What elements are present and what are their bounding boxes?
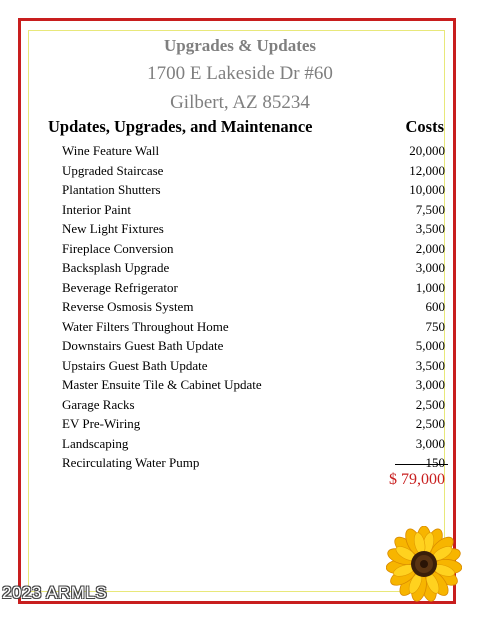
row-cost: 20,000 bbox=[409, 143, 445, 158]
table-row bbox=[62, 141, 445, 161]
table-row bbox=[62, 317, 445, 337]
table-row bbox=[62, 219, 445, 239]
row-item: Wine Feature Wall bbox=[62, 143, 160, 158]
row-item: Downstairs Guest Bath Update bbox=[62, 338, 224, 353]
row-item: New Light Fixtures bbox=[62, 221, 164, 236]
table-row bbox=[62, 200, 445, 220]
table-row bbox=[62, 239, 445, 259]
mls-watermark: 2023 ARMLS bbox=[2, 583, 108, 602]
row-item: EV Pre-Wiring bbox=[62, 416, 141, 431]
table-row bbox=[62, 434, 445, 454]
table-row bbox=[62, 278, 445, 298]
table-row bbox=[62, 161, 445, 181]
table-row bbox=[62, 180, 445, 200]
row-item: Interior Paint bbox=[62, 201, 131, 217]
table-row bbox=[62, 414, 445, 434]
row-cost: 600 bbox=[425, 299, 445, 314]
row-item: Plantation Shutters bbox=[62, 182, 161, 197]
row-cost: 10,000 bbox=[409, 182, 445, 197]
item-column-header: Updates, Upgrades, and Maintenance bbox=[48, 117, 313, 136]
row-item: Recirculating Water Pump bbox=[62, 455, 200, 470]
row-item: Backsplash Upgrade bbox=[62, 260, 170, 275]
cost-table bbox=[62, 141, 445, 473]
address-line-1: 1700 E Lakeside Dr #60 bbox=[147, 63, 333, 84]
table-row bbox=[62, 356, 445, 376]
sum-underline bbox=[395, 464, 448, 465]
row-cost: 150 bbox=[425, 455, 445, 470]
document-header bbox=[0, 34, 480, 116]
row-cost: 3,000 bbox=[415, 260, 445, 275]
row-cost: 5,000 bbox=[415, 338, 445, 353]
table-row bbox=[62, 453, 445, 473]
row-cost: 3,500 bbox=[415, 357, 445, 373]
row-cost: 2,500 bbox=[415, 396, 445, 412]
address-line-2: Gilbert, AZ 85234 bbox=[170, 92, 310, 113]
row-item: Fireplace Conversion bbox=[62, 240, 174, 256]
row-item: Upstairs Guest Bath Update bbox=[62, 357, 208, 373]
row-cost: 2,000 bbox=[415, 240, 445, 256]
table-row bbox=[62, 375, 445, 395]
row-cost: 3,500 bbox=[415, 221, 445, 236]
row-cost: 2,500 bbox=[415, 416, 445, 431]
table-row bbox=[62, 395, 445, 415]
row-item: Landscaping bbox=[62, 435, 129, 451]
cost-column-header: Costs bbox=[405, 117, 444, 136]
table-row bbox=[62, 336, 445, 356]
row-cost: 3,000 bbox=[415, 435, 445, 451]
row-cost: 7,500 bbox=[415, 201, 445, 217]
row-cost: 3,000 bbox=[415, 377, 445, 392]
row-cost: 1,000 bbox=[415, 279, 445, 295]
row-cost: 750 bbox=[425, 318, 445, 334]
table-row bbox=[62, 258, 445, 278]
row-item: Water Filters Throughout Home bbox=[62, 318, 229, 334]
page-title: Upgrades & Updates bbox=[163, 36, 317, 55]
row-item: Upgraded Staircase bbox=[62, 162, 164, 178]
table-row bbox=[62, 297, 445, 317]
row-item: Beverage Refrigerator bbox=[62, 279, 178, 295]
row-item: Master Ensuite Tile & Cabinet Update bbox=[62, 377, 262, 392]
row-item: Garage Racks bbox=[62, 396, 135, 412]
sunflower-icon bbox=[386, 526, 462, 602]
row-cost: 12,000 bbox=[409, 162, 445, 178]
row-item: Reverse Osmosis System bbox=[62, 299, 194, 314]
total-cost: $ 79,000 bbox=[389, 471, 445, 488]
table-header bbox=[48, 117, 446, 141]
